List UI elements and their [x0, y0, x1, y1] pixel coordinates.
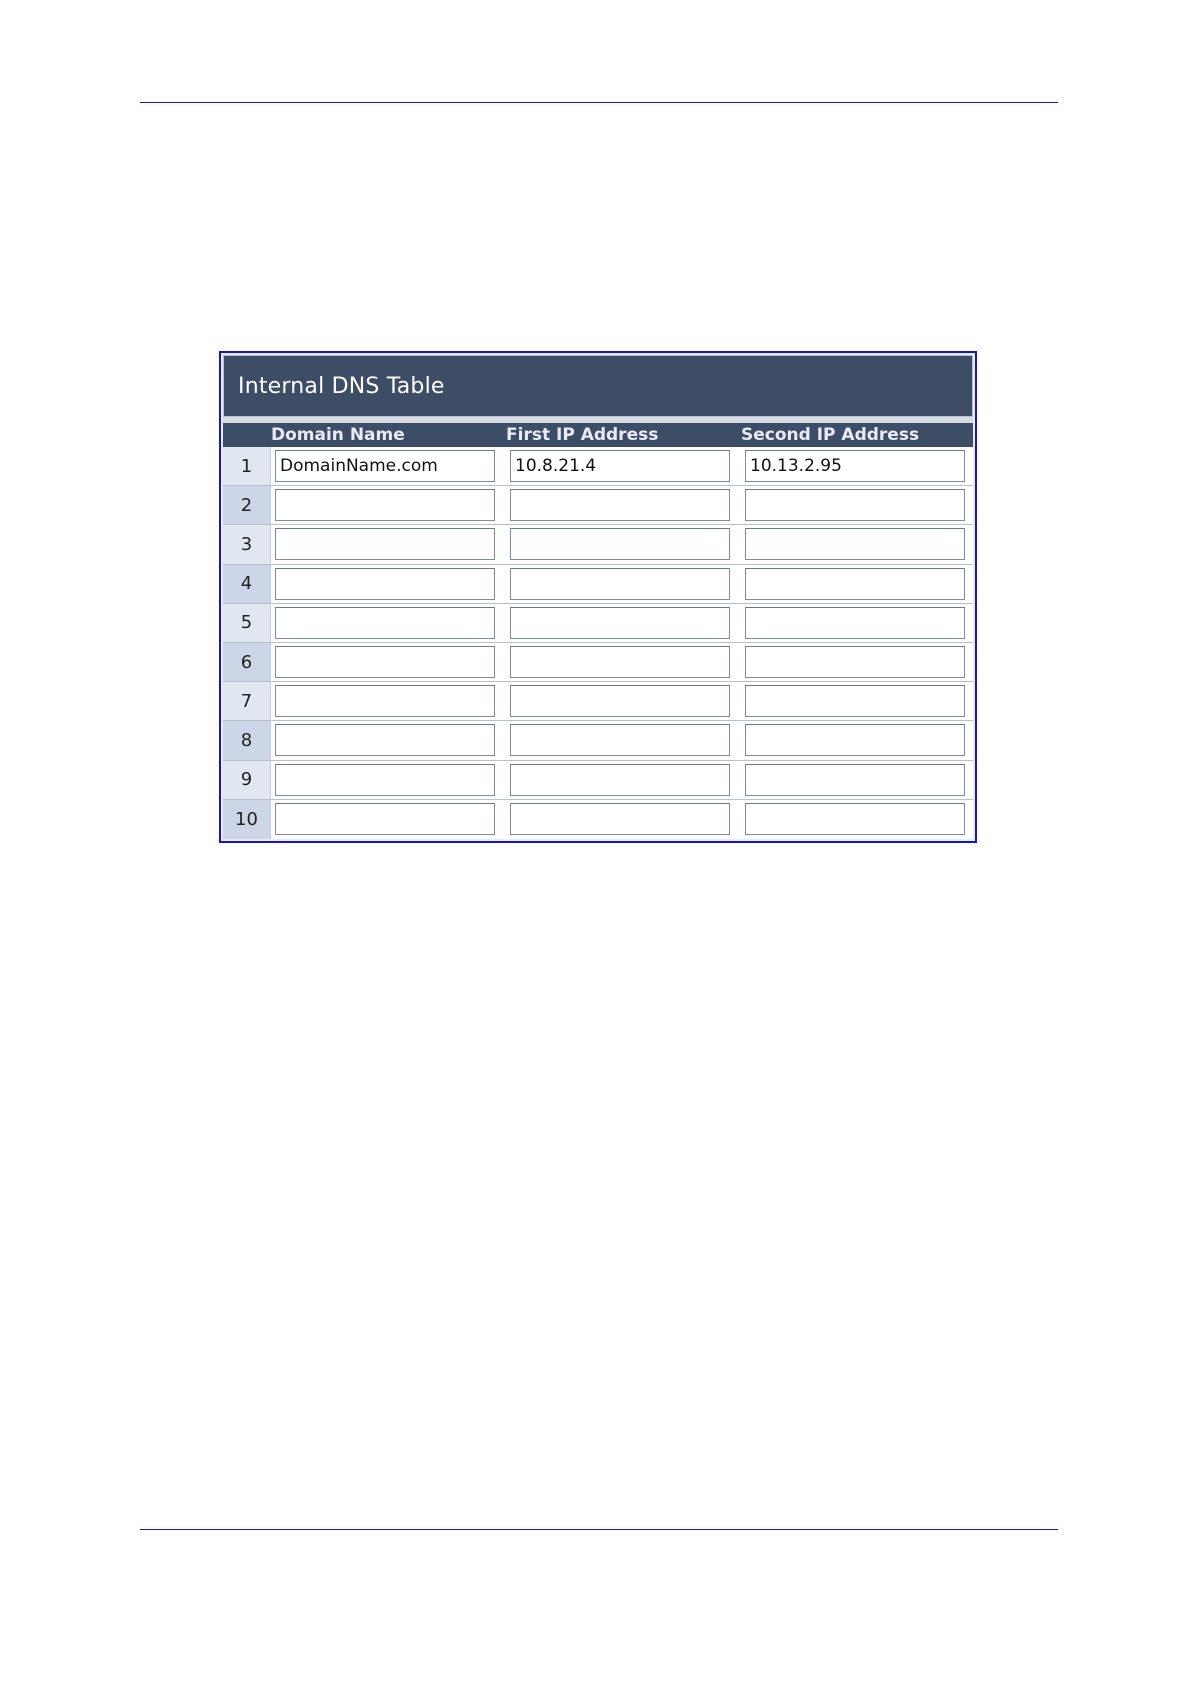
first-ip-input[interactable] — [510, 450, 730, 482]
domain-name-cell — [275, 682, 495, 720]
first-ip-cell — [510, 643, 730, 681]
domain-name-input[interactable] — [275, 528, 495, 560]
first-ip-cell — [510, 800, 730, 839]
table-row — [223, 565, 973, 604]
domain-name-cell — [275, 604, 495, 642]
first-ip-input[interactable] — [510, 489, 730, 521]
row-index: 2 — [223, 486, 271, 524]
row-index: 8 — [223, 721, 271, 759]
domain-name-input[interactable] — [275, 568, 495, 600]
first-ip-input[interactable] — [510, 803, 730, 835]
internal-dns-table-panel — [219, 351, 977, 843]
table-row — [223, 525, 973, 564]
second-ip-input[interactable] — [745, 685, 965, 717]
column-header-second-ip: Second IP Address — [741, 425, 920, 445]
row-index: 4 — [223, 565, 271, 603]
column-header-domain-name: Domain Name — [271, 425, 405, 445]
first-ip-cell — [510, 565, 730, 603]
second-ip-input[interactable] — [745, 528, 965, 560]
domain-name-input[interactable] — [275, 685, 495, 717]
second-ip-input[interactable] — [745, 724, 965, 756]
second-ip-cell — [745, 682, 965, 720]
row-index: 1 — [223, 447, 271, 485]
second-ip-cell — [745, 447, 965, 485]
domain-name-cell — [275, 525, 495, 563]
row-index: 6 — [223, 643, 271, 681]
column-header-first-ip: First IP Address — [506, 425, 659, 445]
domain-name-cell — [275, 565, 495, 603]
domain-name-input[interactable] — [275, 764, 495, 796]
first-ip-input[interactable] — [510, 724, 730, 756]
domain-name-cell — [275, 761, 495, 799]
second-ip-cell — [745, 525, 965, 563]
table-row — [223, 761, 973, 800]
second-ip-cell — [745, 643, 965, 681]
panel-title-bar — [223, 355, 973, 417]
first-ip-cell — [510, 447, 730, 485]
table-row — [223, 643, 973, 682]
table-row — [223, 682, 973, 721]
table-header — [223, 423, 973, 447]
domain-name-cell — [275, 721, 495, 759]
first-ip-input[interactable] — [510, 607, 730, 639]
row-index: 3 — [223, 525, 271, 563]
second-ip-cell — [745, 486, 965, 524]
second-ip-input[interactable] — [745, 803, 965, 835]
first-ip-input[interactable] — [510, 764, 730, 796]
table-row — [223, 604, 973, 643]
table-row — [223, 800, 973, 839]
row-index: 9 — [223, 761, 271, 799]
second-ip-input[interactable] — [745, 607, 965, 639]
first-ip-cell — [510, 682, 730, 720]
second-ip-input[interactable] — [745, 568, 965, 600]
header-rule — [140, 102, 1058, 103]
domain-name-input[interactable] — [275, 607, 495, 639]
first-ip-input[interactable] — [510, 528, 730, 560]
second-ip-input[interactable] — [745, 646, 965, 678]
second-ip-cell — [745, 565, 965, 603]
second-ip-input[interactable] — [745, 450, 965, 482]
first-ip-input[interactable] — [510, 646, 730, 678]
table-body — [223, 447, 973, 839]
first-ip-input[interactable] — [510, 568, 730, 600]
domain-name-cell — [275, 447, 495, 485]
table-row — [223, 447, 973, 486]
domain-name-cell — [275, 486, 495, 524]
domain-name-input[interactable] — [275, 724, 495, 756]
first-ip-cell — [510, 604, 730, 642]
domain-name-input[interactable] — [275, 803, 495, 835]
domain-name-input[interactable] — [275, 646, 495, 678]
second-ip-cell — [745, 604, 965, 642]
first-ip-cell — [510, 761, 730, 799]
table-row — [223, 721, 973, 760]
row-index: 10 — [223, 800, 271, 839]
row-index: 5 — [223, 604, 271, 642]
footer-rule — [140, 1529, 1058, 1530]
row-index: 7 — [223, 682, 271, 720]
second-ip-cell — [745, 800, 965, 839]
panel-title: Internal DNS Table — [238, 373, 445, 399]
domain-name-input[interactable] — [275, 489, 495, 521]
first-ip-cell — [510, 525, 730, 563]
second-ip-input[interactable] — [745, 489, 965, 521]
table-row — [223, 486, 973, 525]
first-ip-cell — [510, 486, 730, 524]
first-ip-input[interactable] — [510, 685, 730, 717]
first-ip-cell — [510, 721, 730, 759]
domain-name-cell — [275, 800, 495, 839]
domain-name-input[interactable] — [275, 450, 495, 482]
second-ip-input[interactable] — [745, 764, 965, 796]
domain-name-cell — [275, 643, 495, 681]
second-ip-cell — [745, 721, 965, 759]
second-ip-cell — [745, 761, 965, 799]
